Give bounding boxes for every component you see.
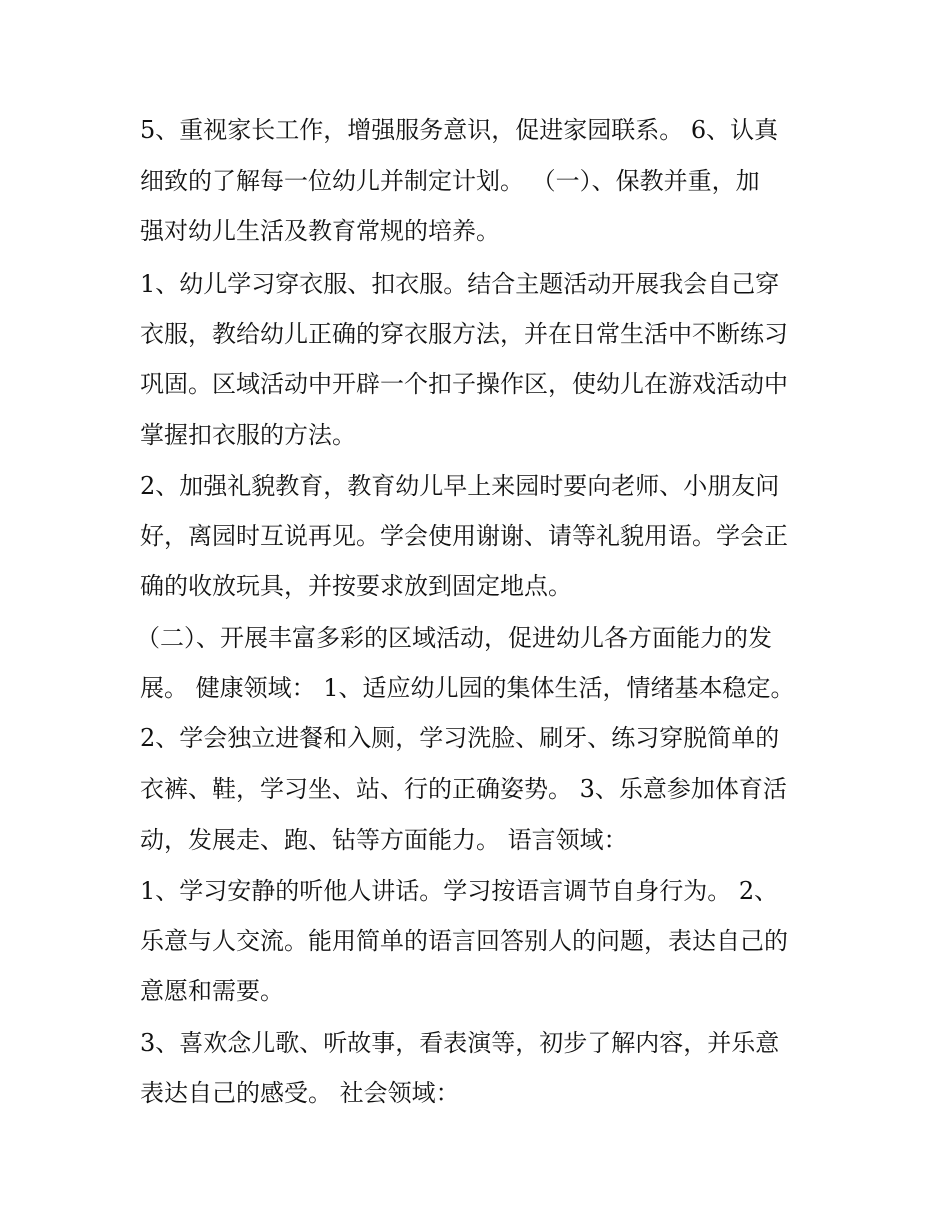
text-line-10: 确的收放玩具，并按要求放到固定地点。 bbox=[140, 572, 572, 600]
text-line-11: （二）、开展丰富多彩的区域活动，促进幼儿各方面能力的发 bbox=[136, 624, 772, 652]
text-line-20: 表达自己的感受。 社会领域： bbox=[140, 1079, 460, 1107]
text-line-1: 5、重视家长工作，增强服务意识，促进家园联系。 6、认真 bbox=[140, 116, 779, 144]
text-line-2: 细致的了解每一位幼儿并制定计划。 （一）、保教并重，加 bbox=[140, 167, 760, 195]
text-line-4: 1、幼儿学习穿衣服、扣衣服。结合主题活动开展我会自己穿 bbox=[140, 270, 780, 298]
text-line-18: 意愿和需要。 bbox=[140, 977, 284, 1005]
text-line-8: 2、加强礼貌教育，教育幼儿早上来园时要向老师、小朋友问 bbox=[140, 472, 780, 500]
text-line-14: 衣裤、鞋，学习坐、站、行的正确姿势。 3、乐意参加体育活 bbox=[140, 775, 787, 803]
text-line-12: 展。 健康领域： 1、适应幼儿园的集体生活，情绪基本稳定。 bbox=[140, 674, 795, 702]
text-line-16: 1、学习安静的听他人讲话。学习按语言调节自身行为。 2、 bbox=[140, 877, 779, 905]
text-line-15: 动，发展走、跑、钻等方面能力。 语言领域： bbox=[140, 826, 628, 854]
text-line-3: 强对幼儿生活及教育常规的培养。 bbox=[140, 217, 500, 245]
text-line-17: 乐意与人交流。能用简单的语言回答别人的问题，表达自己的 bbox=[140, 927, 788, 955]
text-line-6: 巩固。区域活动中开辟一个扣子操作区，使幼儿在游戏活动中 bbox=[140, 370, 788, 398]
text-line-19: 3、喜欢念儿歌、听故事，看表演等，初步了解内容，并乐意 bbox=[140, 1029, 780, 1057]
text-line-9: 好，离园时互说再见。学会使用谢谢、请等礼貌用语。学会正 bbox=[140, 522, 788, 550]
text-line-5: 衣服，教给幼儿正确的穿衣服方法，并在日常生活中不断练习 bbox=[140, 320, 788, 348]
text-line-13: 2、学会独立进餐和入厕，学习洗脸、刷牙、练习穿脱简单的 bbox=[140, 724, 780, 752]
text-line-7: 掌握扣衣服的方法。 bbox=[140, 421, 356, 449]
